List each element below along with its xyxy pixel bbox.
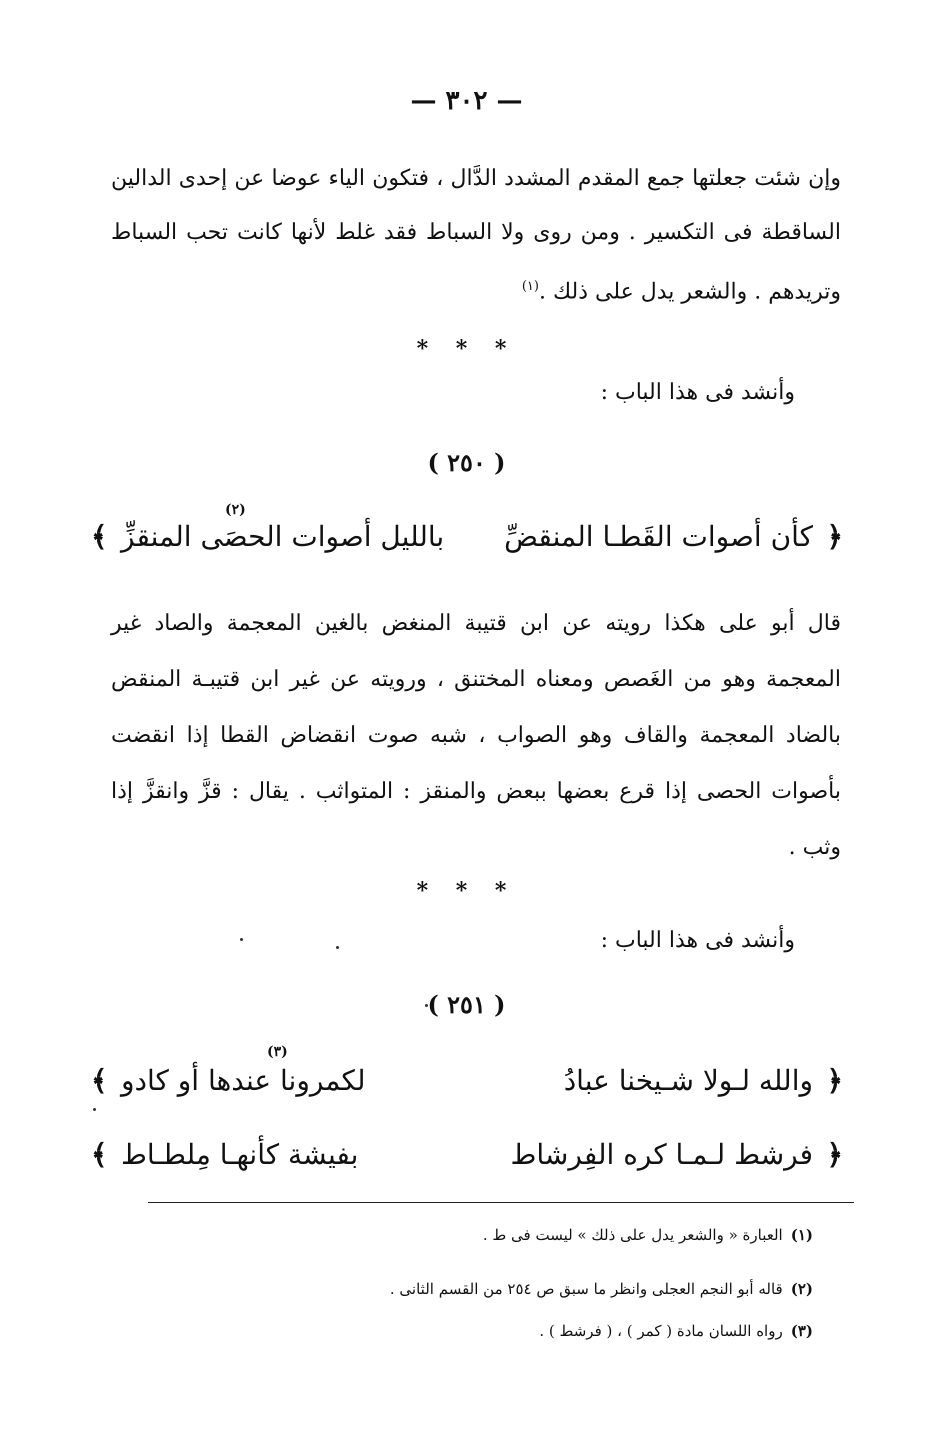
section-separator: * * * — [416, 336, 517, 362]
print-speck — [240, 938, 243, 941]
verse-bracket-close: ﴾ — [91, 1138, 108, 1171]
verse-bracket-open: ﴿ — [826, 520, 843, 553]
verse-hemistich-first: فرشط لـمـا كره الفِرشاط — [510, 1138, 813, 1171]
footnote-item — [213, 1226, 813, 1244]
print-speck — [336, 946, 339, 949]
footnote-item — [213, 1322, 813, 1340]
footnote-text: رواه اللسان مادة ( كمر ) ، ( فرشط ) . — [539, 1322, 783, 1340]
footnote-text: العبارة « والشعر يدل على ذلك » ليست فى ط . — [482, 1226, 783, 1244]
verse-bracket-close: ﴾ — [91, 520, 108, 553]
poem-number: ( ٢٥١ ) — [427, 990, 506, 1019]
footnote-number: (٢) — [790, 1280, 813, 1298]
footnote-text: قاله أبو النجم العجلى وانظر ما سبق ص ٢٥٤ من القسم الثانى . — [389, 1280, 783, 1298]
footnote-marker-1: (١) — [521, 279, 539, 294]
verse-bracket-open: ﴿ — [826, 1138, 843, 1171]
verse-bracket-open: ﴿ — [826, 1064, 843, 1097]
footnote-marker-2: (٢) — [225, 502, 246, 518]
poem-number: ( ٢٥٠ ) — [427, 448, 506, 477]
opening-paragraph — [111, 152, 841, 319]
verse-hemistich-second: بفيشة كأنهـا مِلطـاط — [121, 1138, 359, 1171]
footnote-number: (١) — [790, 1226, 813, 1244]
verse-bracket-close: ﴾ — [91, 1064, 108, 1097]
verse-hemistich-second: لكمرونا عندها أو كادو — [121, 1064, 366, 1097]
verse-line — [91, 1044, 843, 1124]
verse-hemistich-first: والله لـولا شـيخنا عبادُ — [563, 1064, 813, 1097]
opening-paragraph-text: وإن شئت جعلتها جمع المقدم المشدد الدَّال ، فتكون الياء عوضا عن إحدى الدالين الساقطة فى التكسير . ومن روى ولا السباط فقد غلط لأنها كانت تحب السباط وتريدهم . والشعر يدل على ذلك . — [111, 166, 841, 305]
page-number: — ٣٠٢ — — [410, 86, 523, 116]
verse-line — [91, 502, 843, 580]
footnote-divider — [148, 1202, 854, 1203]
verse-line — [91, 1138, 843, 1198]
section-separator: * * * — [416, 878, 517, 904]
intro-line: وأنشد فى هذا الباب : — [600, 928, 795, 953]
footnote-number: (٣) — [790, 1322, 813, 1340]
intro-line: وأنشد فى هذا الباب : — [600, 380, 795, 405]
footnote-marker-3: (٣) — [267, 1044, 288, 1060]
footnote-item — [213, 1280, 813, 1298]
verse-hemistich-first: كأن أصوات القَطـا المنقضِّ — [504, 520, 813, 553]
commentary-paragraph: قال أبو على هكذا رويته عن ابن قتيبة المنغض بالغين المعجمة والصاد غير المعجمة وهو من الغَصص ومعناه المختنق ، ورويته عن غير ابن قتيبـة المنقض بالضاد المعجمة والقاف وهو الصواب ، شبه صوت انقضاض القطا إذا انقضت بأصوات الحصى إذا قرع بعضها ببعض والمنقز : المتواثب . يقال : قزَّ وانقزَّ إذا وثب . — [111, 611, 841, 860]
verse-hemistich-second: بالليل أصوات الحصَى المنقزِّ — [121, 520, 445, 553]
